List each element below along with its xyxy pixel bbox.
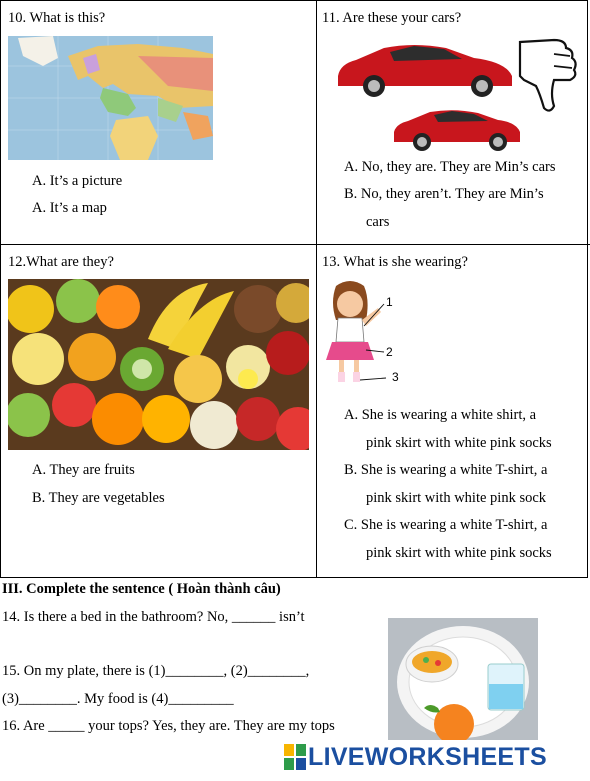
q10-option-b[interactable]: A. It’s a map [32,200,107,216]
q13-option-c-cont: pink skirt with white pink socks [366,545,552,561]
table-divider-horizontal [0,244,590,245]
thumbs-down-icon [514,36,580,116]
q10-option-a[interactable]: A. It’s a picture [32,173,123,189]
q13-question: 13. What is she wearing? [322,254,468,270]
q13-option-a-cont: pink skirt with white pink socks [366,435,552,451]
q12-option-a[interactable]: A. They are fruits [32,462,135,478]
q13-option-a[interactable]: A. She is wearing a white shirt, a [344,407,537,423]
q15-sentence-line1: 15. On my plate, there is (1)________, (2)________, [2,663,310,679]
world-map-image [8,36,213,160]
q11-question: 11. Are these your cars? [322,10,462,26]
q12-option-b[interactable]: B. They are vegetables [32,490,165,506]
callout-label-2: 2 [386,345,393,359]
live-badge-icon [284,744,306,770]
q14-sentence: 14. Is there a bed in the bathroom? No, ______ isn’t [2,609,305,625]
q11-option-a[interactable]: A. No, they are. They are Min’s cars [344,159,556,175]
q10-question: 10. What is this? [8,10,106,26]
watermark-logo [284,743,547,771]
q12-question: 12.What are they? [8,254,114,270]
q16-sentence: 16. Are _____ your tops? Yes, they are. They are my tops [2,718,335,734]
cars-image [334,36,520,152]
food-plate-image [388,618,538,740]
watermark-text: LIVEWORKSHEETS [308,742,547,771]
section-heading: III. Complete the sentence ( Hoàn thành câu) [2,581,281,597]
q13-option-b-cont: pink skirt with white pink sock [366,490,547,506]
callout-label-1: 1 [386,295,393,309]
q13-option-b[interactable]: B. She is wearing a white T-shirt, a [344,462,548,478]
table-divider-vertical [316,0,317,578]
fruits-image [8,279,309,450]
q11-option-b[interactable]: B. No, they aren’t. They are Min’s [344,186,544,202]
callout-label-3: 3 [392,370,399,384]
q15-sentence-line2: (3)________. My food is (4)_________ [2,691,234,707]
q13-option-c[interactable]: C. She is wearing a white T-shirt, a [344,517,548,533]
q11-option-b-cont: cars [366,214,390,230]
